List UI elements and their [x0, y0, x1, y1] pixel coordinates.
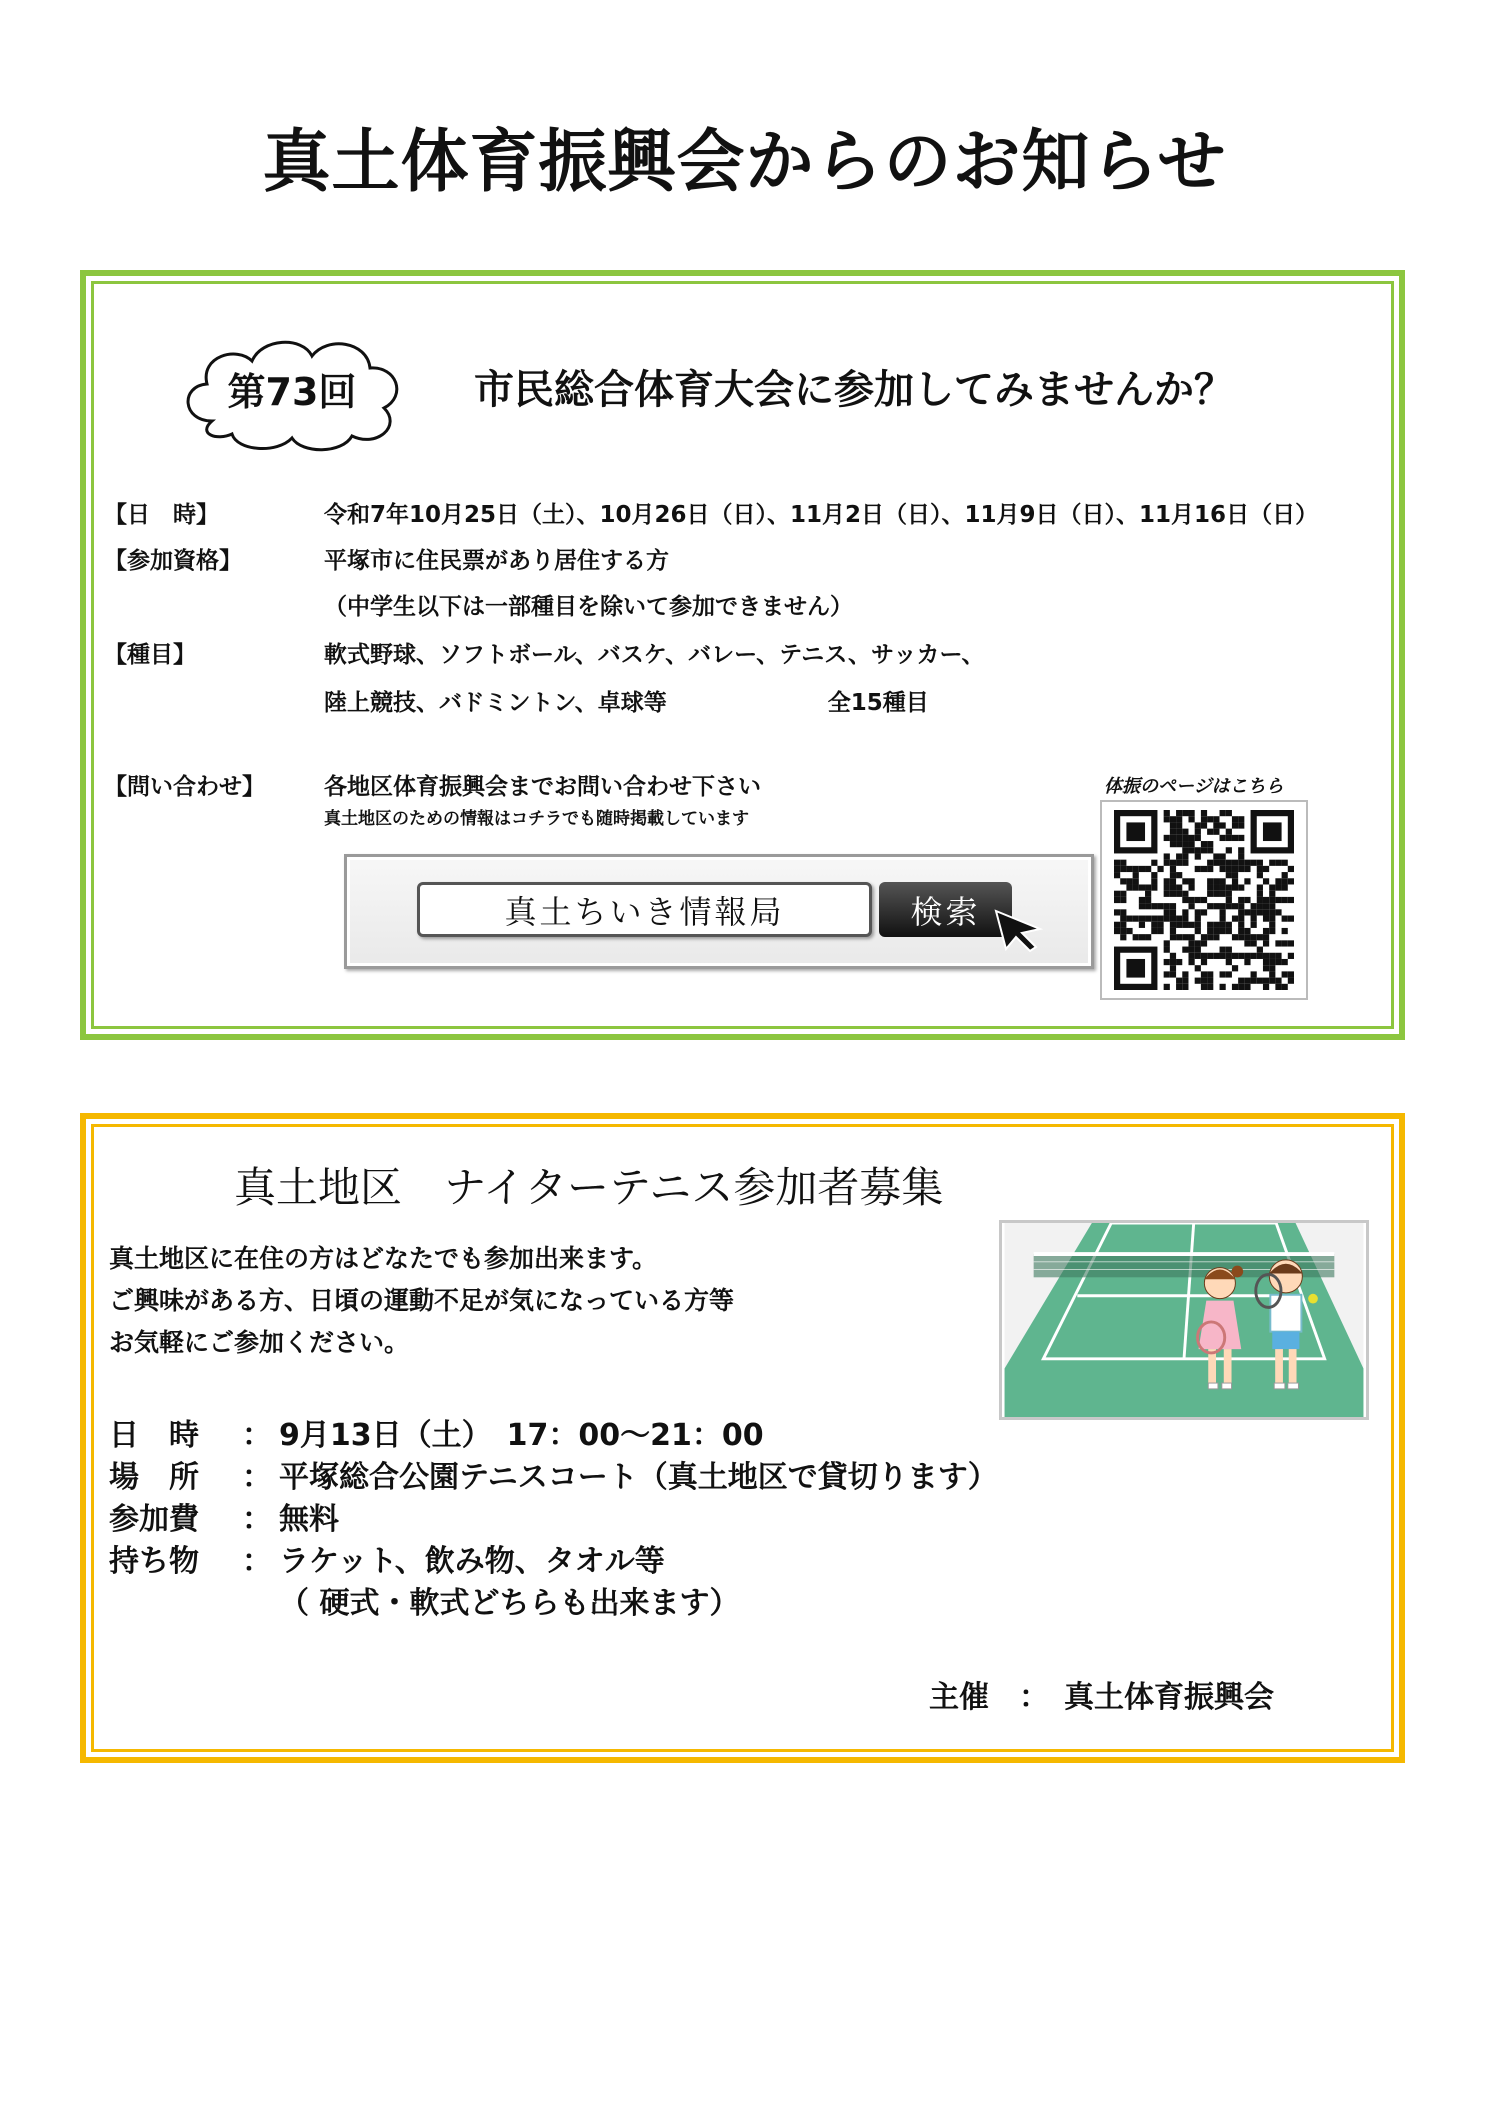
- intro-line-2: ご興味がある方、日頃の運動不足が気になっている方等: [109, 1286, 735, 1315]
- tennis-items-value: ラケット、飲み物、タオル等: [279, 1544, 665, 1579]
- inquiry-value: 各地区体育振興会までお問い合わせ下さい: [324, 774, 761, 800]
- inquiry-note: 真土地区のための情報はコチラでも随時掲載しています: [324, 809, 749, 829]
- sports-festival-notice: [80, 270, 1405, 1040]
- search-input[interactable]: 真土ちいき情報局: [417, 882, 872, 937]
- search-button[interactable]: 検索: [879, 882, 1012, 937]
- tennis-items-note: （ 硬式・軟式どちらも出来ます）: [279, 1586, 740, 1621]
- intro-line-3: お気軽にご参加ください。: [109, 1328, 410, 1357]
- tennis-items-label: 持ち物: [109, 1544, 199, 1579]
- events-value-line2: 陸上競技、バドミントン、卓球等 全15種目: [324, 690, 929, 716]
- eligibility-label: 【参加資格】: [104, 548, 242, 574]
- tennis-title: 真土地区 ナイターテニス参加者募集: [234, 1163, 944, 1212]
- tennis-items-colon: ：: [242, 1544, 272, 1579]
- event-headline: 市民総合体育大会に参加してみませんか？: [474, 367, 1234, 413]
- cursor-icon: [992, 907, 1047, 952]
- qr-code[interactable]: [1100, 800, 1308, 1000]
- eligibility-note: （中学生以下は一部種目を除いて参加できません）: [324, 594, 853, 620]
- search-banner: [344, 854, 1094, 969]
- inquiry-label: 【問い合わせ】: [104, 774, 265, 800]
- events-value-line1: 軟式野球、ソフトボール、バスケ、バレー、テニス、サッカー、: [324, 642, 985, 668]
- tennis-players-image: [1002, 1223, 1366, 1417]
- tennis-date-label: 日 時: [109, 1418, 199, 1453]
- eligibility-value: 平塚市に住民票があり居住する方: [324, 548, 669, 574]
- organizer: 主催 ： 真土体育振興会: [929, 1680, 1274, 1715]
- tennis-place-value: 平塚総合公園テニスコート（真土地区で貸切ります）: [279, 1460, 998, 1495]
- tennis-date-colon: ：: [242, 1418, 272, 1453]
- tennis-fee-value: 無料: [279, 1502, 339, 1537]
- qr-caption: 体振のページはこちら: [1104, 776, 1284, 797]
- qr-code-pattern: [1110, 810, 1298, 990]
- night-tennis-notice: [80, 1113, 1405, 1763]
- edition-badge: 第73回: [227, 369, 357, 414]
- date-value: 令和7年10月25日（土）、10月26日（日）、11月2日（日）、11月9日（日）、11月16日（日）: [324, 502, 1319, 528]
- tennis-fee-label: 参加費: [109, 1502, 199, 1537]
- date-label: 【日 時】: [104, 502, 219, 528]
- tennis-place-label: 場 所: [109, 1460, 199, 1495]
- tennis-date-value: 9月13日（土） 17：00～21：00: [279, 1418, 764, 1453]
- tennis-fee-colon: ：: [242, 1502, 272, 1537]
- tennis-court-illustration: [999, 1220, 1369, 1420]
- page-title: 真土体育振興会からのお知らせ: [262, 123, 1227, 202]
- events-label: 【種目】: [104, 642, 196, 668]
- intro-line-1: 真土地区に在住の方はどなたでも参加出来ます。: [109, 1244, 658, 1273]
- tennis-place-colon: ：: [242, 1460, 272, 1495]
